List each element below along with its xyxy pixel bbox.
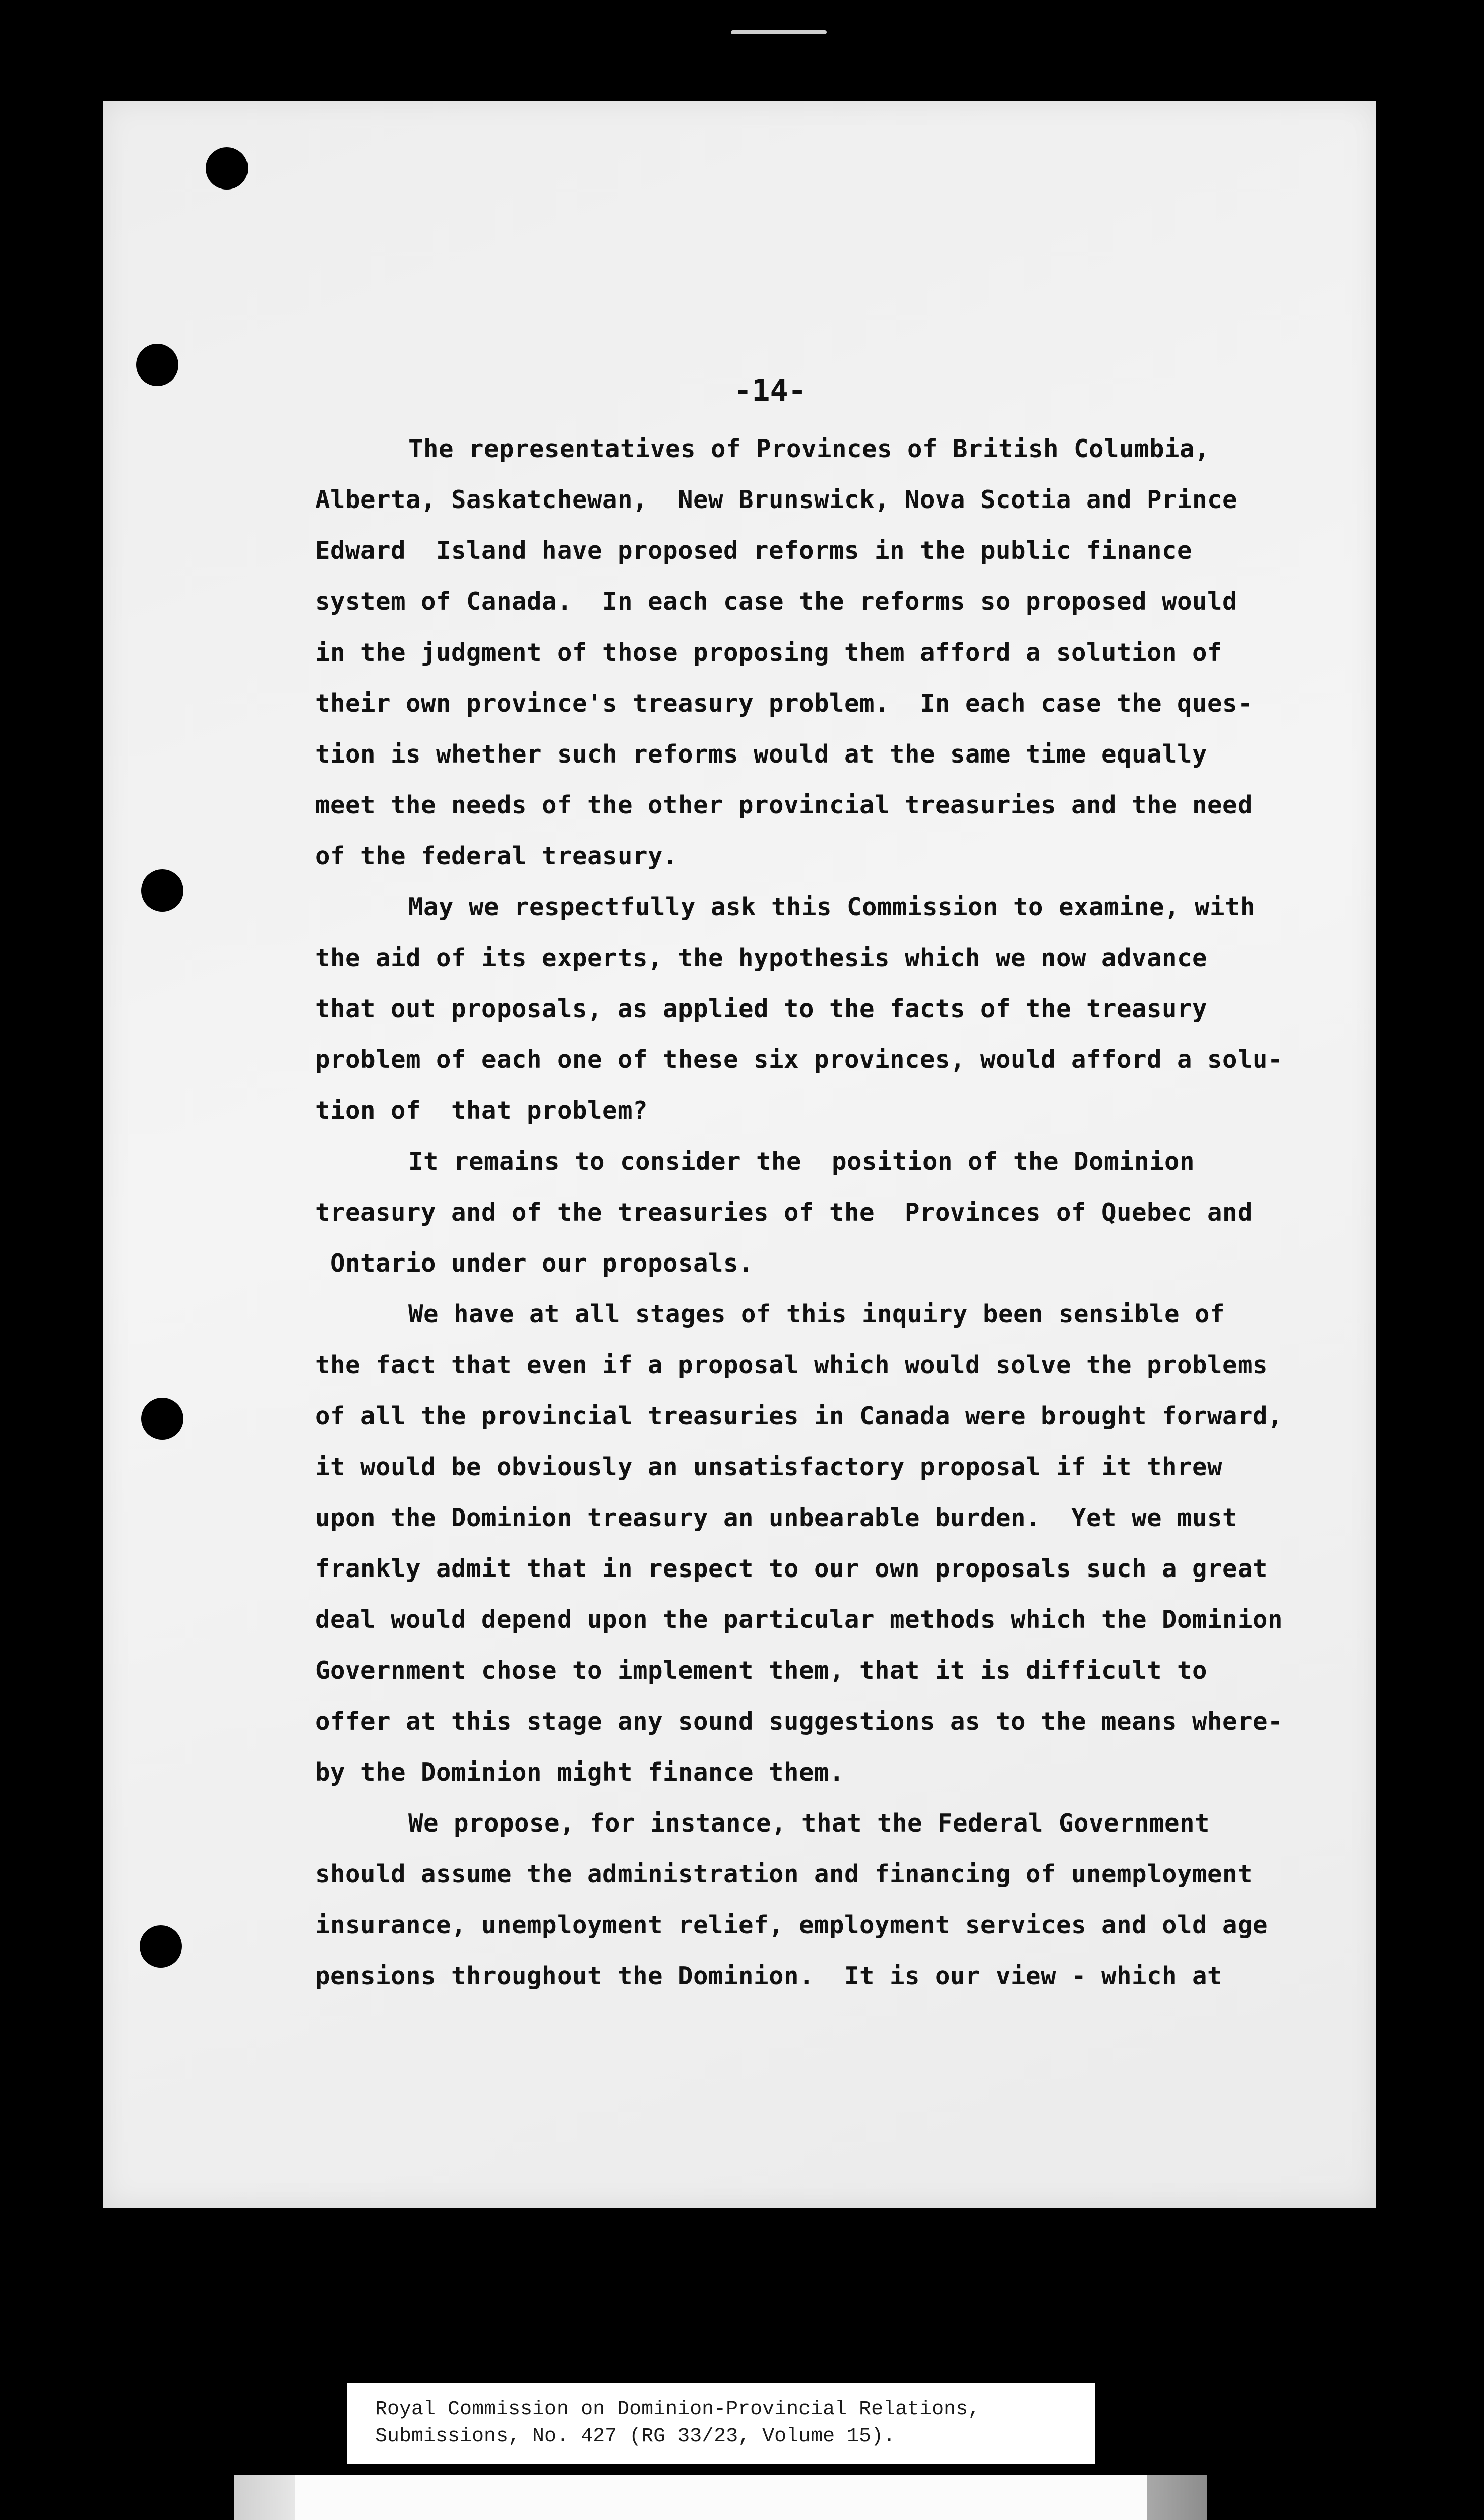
text-line: tion of that problem? bbox=[315, 1096, 648, 1125]
text-line: of the federal treasury. bbox=[315, 842, 678, 870]
text-line: their own province's treasury problem. In each case the ques- bbox=[315, 689, 1253, 718]
text-line: offer at this stage any sound suggestions as to the means where- bbox=[315, 1707, 1283, 1736]
body-text bbox=[315, 423, 1394, 2001]
text-line: It remains to consider the position of the Dominion bbox=[408, 1147, 1195, 1176]
strip-edge bbox=[1147, 2475, 1207, 2520]
text-line: deal would depend upon the particular methods which the Dominion bbox=[315, 1605, 1283, 1634]
text-line: treasury and of the treasuries of the Provinces of Quebec and bbox=[315, 1198, 1253, 1227]
caption-line: Royal Commission on Dominion-Provincial Relations, bbox=[375, 2398, 980, 2421]
text-line: We propose, for instance, that the Federal Government bbox=[408, 1809, 1210, 1838]
text-line: in the judgment of those proposing them afford a solution of bbox=[315, 638, 1223, 667]
page-number: -14- bbox=[733, 373, 807, 408]
text-line: upon the Dominion treasury an unbearable burden. Yet we must bbox=[315, 1503, 1238, 1532]
archives-stamp bbox=[295, 2475, 1147, 2520]
text-line: Government chose to implement them, that it is difficult to bbox=[315, 1656, 1208, 1685]
text-line: system of Canada. In each case the reforms so proposed would bbox=[315, 587, 1238, 616]
archives-stamp-strip bbox=[234, 2475, 1207, 2520]
text-line: May we respectfully ask this Commission to examine, with bbox=[408, 893, 1256, 921]
text-line: Edward Island have proposed reforms in the public finance bbox=[315, 536, 1193, 565]
text-line: frankly admit that in respect to our own proposals such a great bbox=[315, 1554, 1268, 1583]
text-line: insurance, unemployment relief, employment services and old age bbox=[315, 1911, 1268, 1939]
punch-hole bbox=[206, 147, 248, 190]
caption-line: Submissions, No. 427 (RG 33/23, Volume 15). bbox=[375, 2425, 896, 2448]
text-line: that out proposals, as applied to the facts of the treasury bbox=[315, 994, 1208, 1023]
text-line: Ontario under our proposals. bbox=[315, 1249, 754, 1278]
punch-hole bbox=[141, 1398, 183, 1440]
text-line: meet the needs of the other provincial treasuries and the need bbox=[315, 791, 1253, 820]
text-line: of all the provincial treasuries in Canada were brought forward, bbox=[315, 1402, 1283, 1430]
typescript-page bbox=[103, 101, 1376, 2208]
text-line: tion is whether such reforms would at the same time equally bbox=[315, 740, 1208, 769]
text-line: should assume the administration and financing of unemployment bbox=[315, 1860, 1253, 1888]
archival-caption bbox=[347, 2383, 1095, 2464]
punch-hole bbox=[141, 869, 183, 912]
text-line: The representatives of Provinces of British Columbia, bbox=[408, 434, 1210, 463]
text-line: by the Dominion might finance them. bbox=[315, 1758, 845, 1787]
text-line: it would be obviously an unsatisfactory proposal if it threw bbox=[315, 1453, 1223, 1481]
punch-hole bbox=[140, 1925, 182, 1968]
film-edge-mark bbox=[731, 30, 827, 34]
text-line: the fact that even if a proposal which would solve the problems bbox=[315, 1351, 1268, 1379]
text-line: problem of each one of these six provinces, would afford a solu- bbox=[315, 1045, 1283, 1074]
text-line: Alberta, Saskatchewan, New Brunswick, Nova Scotia and Prince bbox=[315, 485, 1238, 514]
text-line: the aid of its experts, the hypothesis which we now advance bbox=[315, 943, 1208, 972]
text-line: pensions throughout the Dominion. It is our view - which at bbox=[315, 1962, 1223, 1990]
strip-edge bbox=[234, 2475, 295, 2520]
text-line: We have at all stages of this inquiry been sensible of bbox=[408, 1300, 1225, 1329]
